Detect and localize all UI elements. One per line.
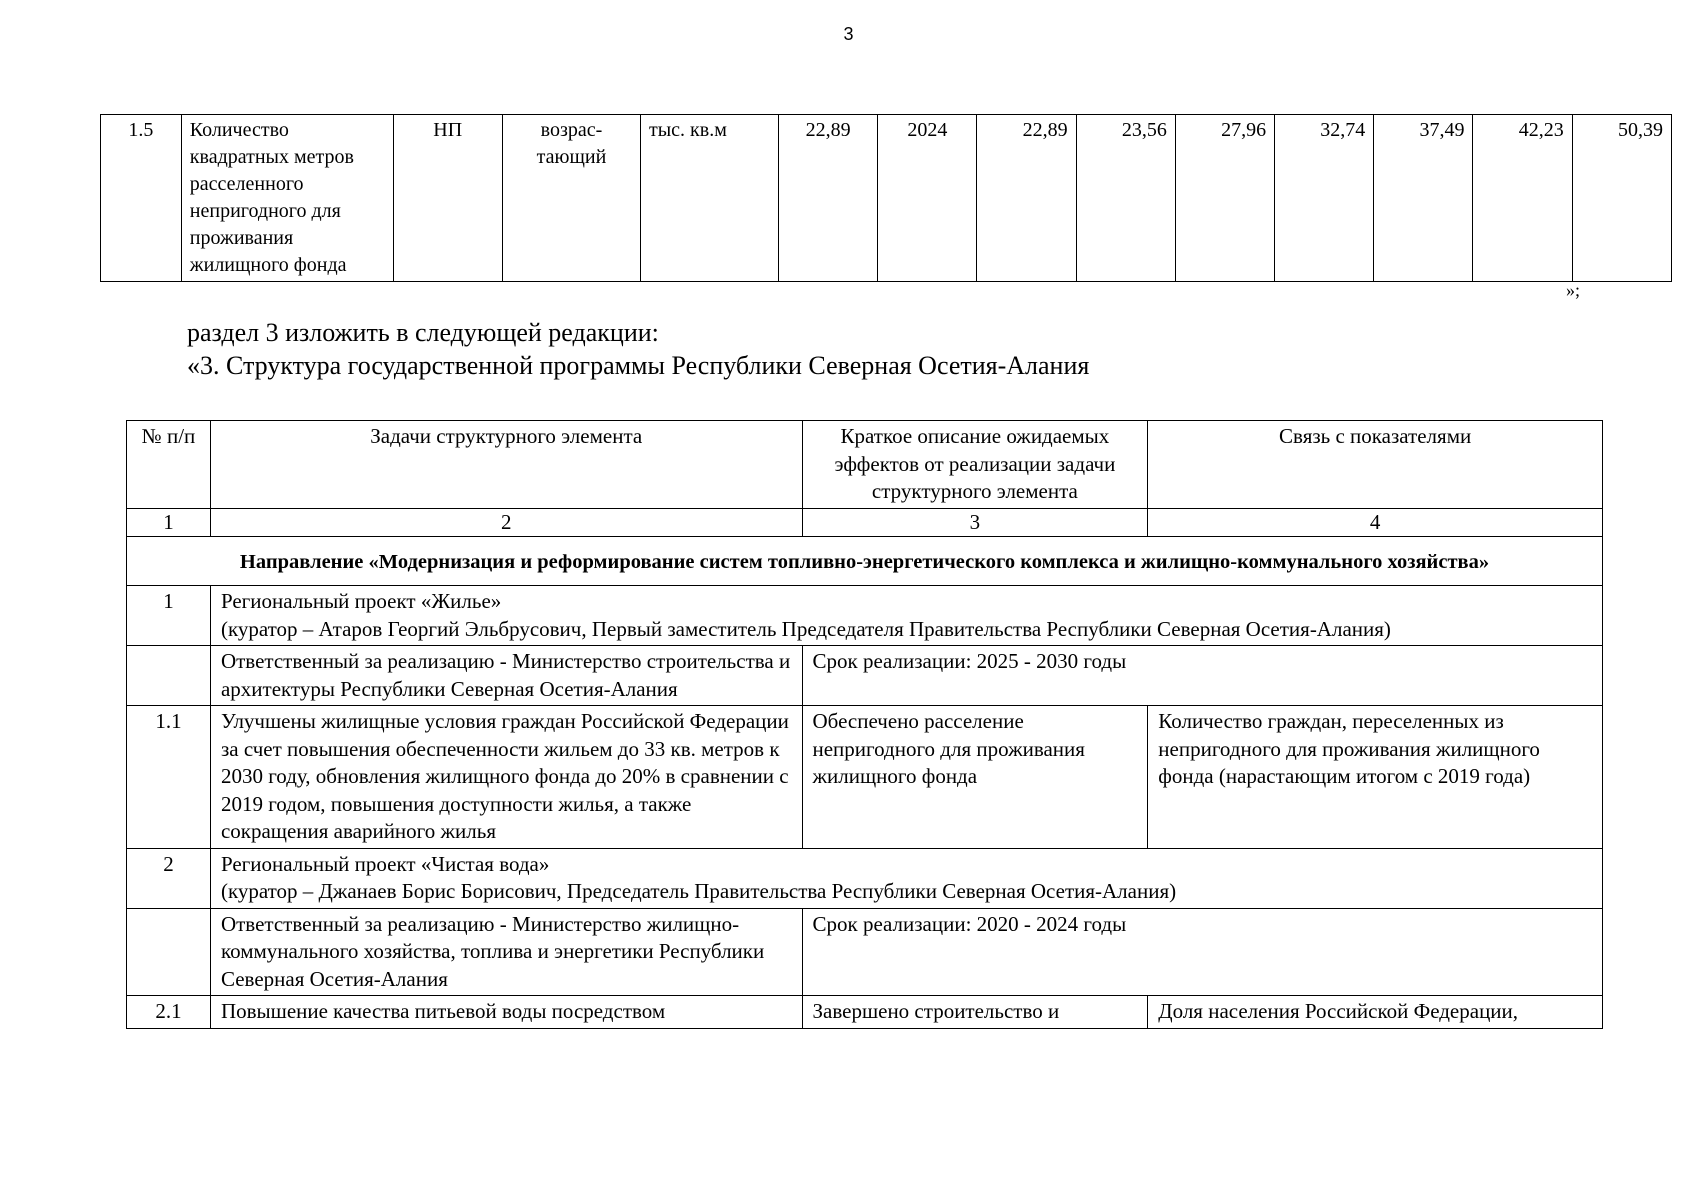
indicator-value: 32,74	[1275, 115, 1374, 282]
project-row	[127, 586, 1603, 646]
indicator-trend: возрас-тающий	[502, 115, 640, 282]
project-title-cell	[210, 848, 1602, 908]
indicator-value: 42,23	[1473, 115, 1572, 282]
task-num: 1.1	[127, 706, 211, 849]
project-title: Региональный проект «Чистая вода»	[220, 851, 550, 876]
column-number: 3	[802, 508, 1148, 537]
empty-cell	[127, 908, 211, 996]
indicator-name: Количество квадратных метров расселенного непригодного для проживания жилищного фонда	[181, 115, 393, 282]
term-text: Срок реализации: 2025 - 2030 годы	[802, 646, 1603, 706]
column-number: 2	[210, 508, 802, 537]
header-effects: Краткое описание ожидаемых эффектов от реализации задачи структурного элемента	[802, 421, 1148, 509]
task-text: Улучшены жилищные условия граждан Российской Федерации за счет повышения обеспеченности жильем до 33 кв. метров к 2030 году, обновления жилищного фонда до 20% в сравнении с 2019 годом, повышения доступности жилья, а также сокращения аварийного жилья	[210, 706, 802, 849]
indicator-num: 1.5	[101, 115, 182, 282]
project-title-cell	[210, 586, 1602, 646]
table-row	[101, 115, 1672, 282]
indicator-value: 23,56	[1076, 115, 1175, 282]
project-title: Региональный проект «Жилье»	[220, 589, 502, 613]
column-number: 1	[127, 508, 211, 537]
header-num: № п/п	[127, 421, 211, 509]
indicator-value: 37,49	[1374, 115, 1473, 282]
responsible-row	[127, 908, 1603, 996]
responsible-text: Ответственный за реализацию - Министерство строительства и архитектуры Республики Северная Осетия-Алания	[210, 646, 802, 706]
direction-title: Направление «Модернизация и реформирование систем топливно-энергетического комплекса и жилищно-коммунального хозяйства»	[127, 537, 1603, 586]
responsible-row	[127, 646, 1603, 706]
heading-line-2: «3. Структура государственной программы Республики Северная Осетия-Алания	[187, 351, 1090, 380]
link-text: Количество граждан, переселенных из непригодного для проживания жилищного фонда (нарастающим итогом с 2019 года)	[1148, 706, 1603, 849]
project-num: 1	[127, 586, 211, 646]
link-text: Доля населения Российской Федерации,	[1148, 996, 1603, 1029]
effect-text: Обеспечено расселение непригодного для проживания жилищного фонда	[802, 706, 1148, 849]
column-number-row	[127, 508, 1603, 537]
table-header-row	[127, 421, 1603, 509]
indicator-table	[100, 114, 1672, 282]
indicator-base-year: 2024	[878, 115, 977, 282]
task-row	[127, 706, 1603, 849]
structure-table	[126, 420, 1603, 1029]
page-number: 3	[843, 24, 854, 44]
task-row	[127, 996, 1603, 1029]
term-text: Срок реализации: 2020 - 2024 годы	[802, 908, 1603, 996]
project-row	[127, 848, 1603, 908]
column-number: 4	[1148, 508, 1603, 537]
indicator-base-value: 22,89	[779, 115, 878, 282]
responsible-text: Ответственный за реализацию - Министерство жилищно-коммунального хозяйства, топлива и энергетики Республики Северная Осетия-Алания	[210, 908, 802, 996]
indicator-level: НП	[393, 115, 502, 282]
indicator-value: 27,96	[1175, 115, 1274, 282]
section-heading	[187, 316, 1089, 382]
project-num: 2	[127, 848, 211, 908]
direction-row	[127, 537, 1603, 586]
empty-cell	[127, 646, 211, 706]
indicator-value: 50,39	[1572, 115, 1671, 282]
task-num: 2.1	[127, 996, 211, 1029]
header-links: Связь с показателями	[1148, 421, 1603, 509]
heading-line-1: раздел 3 изложить в следующей редакции:	[187, 318, 659, 347]
project-curator: (куратор – Джанаев Борис Борисович, Председатель Правительства Республики Северная Осетия-Алания)	[220, 879, 1177, 903]
task-text: Повышение качества питьевой воды посредством	[210, 996, 802, 1029]
indicator-unit: тыс. кв.м	[641, 115, 779, 282]
indicator-value: 22,89	[977, 115, 1076, 282]
effect-text: Завершено строительство и	[802, 996, 1148, 1029]
header-tasks: Задачи структурного элемента	[210, 421, 802, 509]
project-curator: (куратор – Атаров Георгий Эльбрусович, Первый заместитель Председателя Правительства Республики Северная Осетия-Алания)	[220, 616, 1391, 641]
closing-quote: »;	[1566, 280, 1581, 300]
